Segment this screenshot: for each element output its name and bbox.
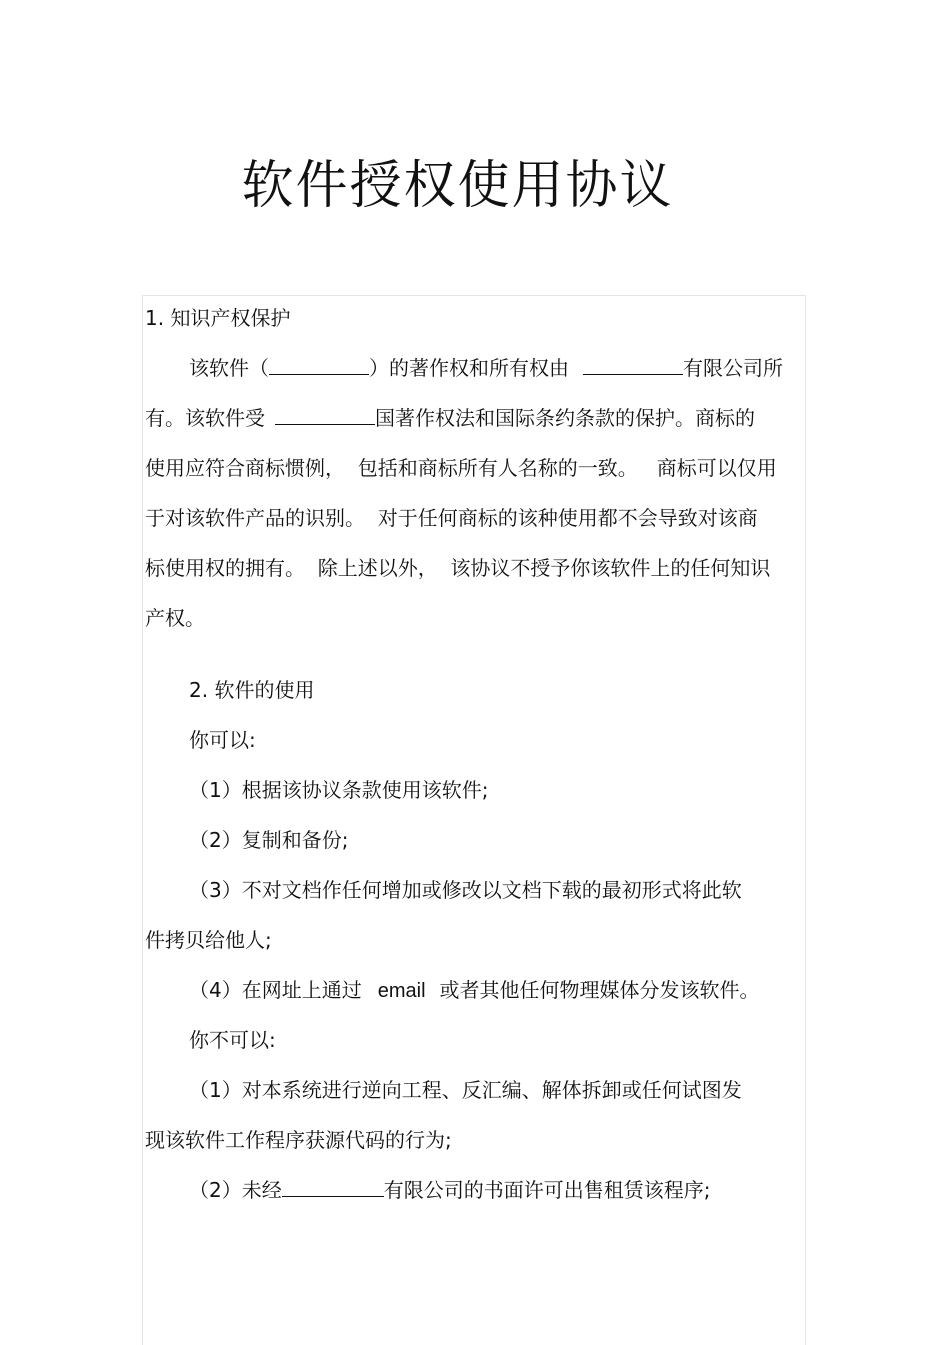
text-segment: （4）在网址上通过 [189, 978, 362, 1002]
list-item [189, 976, 760, 1005]
email-text: email [377, 980, 426, 1002]
paragraph-line [145, 404, 755, 432]
list-item: （1）对本系统进行逆向工程、反汇编、解体拆卸或任何试图发 [189, 1078, 742, 1102]
paragraph-line: 标使用权的拥有。 除上述以外， 该协议不授予你该软件上的任何知识 [145, 556, 771, 580]
paragraph-line [189, 354, 783, 382]
section-1-heading: 1. 知识产权保护 [145, 306, 291, 330]
blank-company-name [282, 1176, 384, 1197]
section-2-heading: 2. 软件的使用 [189, 678, 315, 702]
document-title: 软件授权使用协议 [241, 156, 674, 216]
list-item-continued: 现该软件工作程序获源代码的行为; [145, 1128, 452, 1152]
list-item: （1）根据该协议条款使用该软件; [189, 778, 489, 802]
blank-country-name [275, 404, 375, 425]
text-segment: 有限公司所 [683, 356, 783, 380]
list-item-continued: 件拷贝给他人; [145, 928, 272, 952]
list-item: （2）复制和备份; [189, 828, 349, 852]
text-segment: 该软件（ [189, 356, 269, 380]
blank-company-name [583, 354, 683, 375]
blank-software-name [269, 354, 369, 375]
paragraph-line: 使用应符合商标惯例， 包括和商标所有人名称的一致。 商标可以仅用 [145, 456, 777, 480]
maynot-heading: 你不可以: [189, 1028, 276, 1052]
paragraph-line: 于对该软件产品的识别。 对于任何商标的该种使用都不会导致对该商 [145, 506, 758, 530]
text-segment: 国著作权法和国际条约条款的保护。商标的 [375, 406, 755, 430]
text-segment: 或者其他任何物理媒体分发该软件。 [439, 978, 760, 1002]
text-segment: （2）未经 [189, 1178, 282, 1202]
text-segment: 有限公司的书面许可出售租赁该程序; [383, 1178, 711, 1202]
text-segment: ）的著作权和所有权由 [369, 356, 569, 380]
list-item [189, 1176, 710, 1204]
text-segment: 有。该软件受 [145, 406, 265, 430]
may-heading: 你可以: [189, 728, 256, 752]
paragraph-line: 产权。 [145, 606, 205, 630]
list-item: （3）不对文档作任何增加或修改以文档下载的最初形式将此软 [189, 878, 742, 902]
